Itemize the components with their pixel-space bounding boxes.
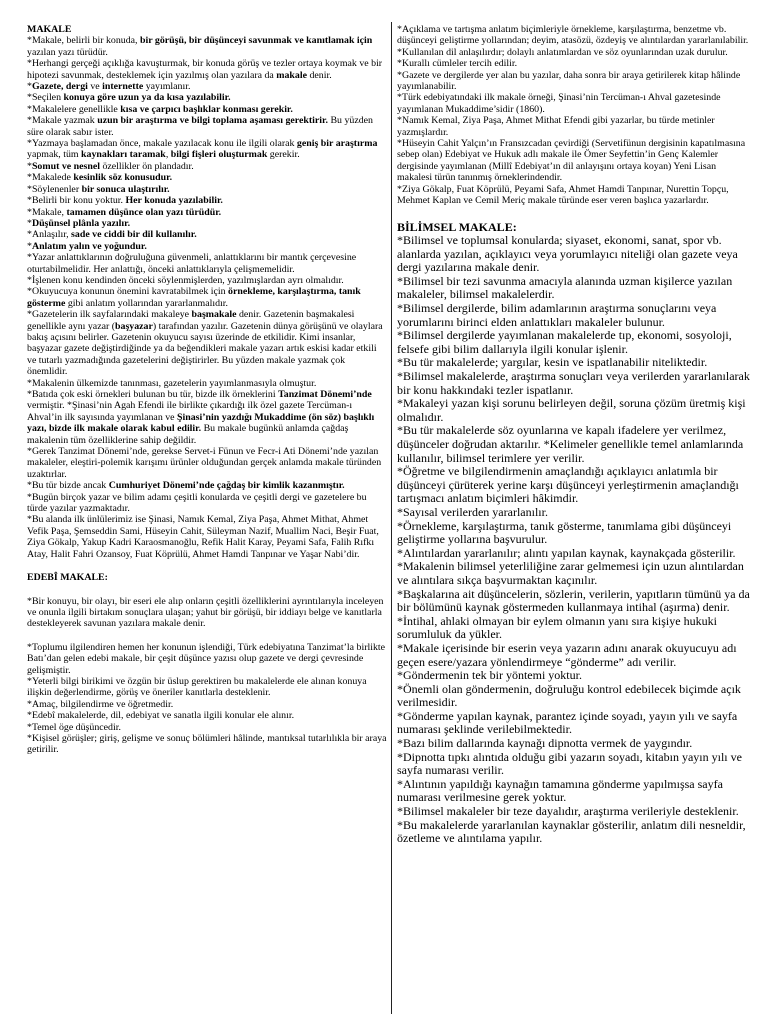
paragraph: *Alıntının yapıldığı kaynağın tamamına gönderme yapılmışsa sayfa numarası verilmesine gerek yoktur. (397, 776, 723, 805)
paragraph: *Makalenin bilimsel yeterliliğine zarar gelmemesi için uzun alıntılardan ve alıntılara sıkça başvurmaktan kaçınılır. (397, 559, 744, 587)
paragraph: *Bugün birçok yazar ve bilim adamı çeşitli konularda ve çeşitli dergi ve gazetelere bu türde yazılar yazmaktadır. (27, 491, 367, 515)
edebi-makale-list (27, 642, 387, 756)
paragraph: *Bilimsel dergilerde yayımlanan makalelerde tıp, ekonomi, sosyoloji, felsefe gibi bilim dallarıyla ilgili konular işlenir. (397, 328, 732, 356)
paragraph: *Yazmaya başlamadan önce, makale yazılacak konu ile ilgili olarak geniş bir araştırma yapmak, tüm kaynakları taramak, bilgi fişleri oluşturmak gerekir. (27, 138, 378, 161)
paragraph: *Önemli olan göndermenin, doğruluğu kontrol edebilecek biçimde açık verilmesidir. (397, 681, 741, 710)
section-title-edebi-makale: EDEBÎ MAKALE: (27, 572, 108, 584)
paragraph: *Anlaşılır, sade ve ciddi bir dil kullanılır. (27, 229, 197, 241)
paragraph: *Bu alanda ilk ünlülerimiz ise Şinasi, Namık Kemal, Ziya Paşa, Ahmet Mithat, Ahmet Vefik Paşa, Şemseddin Sami, Hüseyin Cahit, Süleyman Nazif, Muallim Naci, Beşir Fuat, Ziya Gökalp, Yakup Kadri Karaosmanoğlu, Refik Halit Karay, Peyami Safa, Falih Rıfkı Atay, Halit Fahri Ozansoy, Fuat Köprülü, Ahmet Hamdi Tanpınar ve Yaşar Nabi’dir. (27, 514, 379, 560)
bilimsel-makale-list (397, 234, 751, 846)
paragraph: *Hüseyin Cahit Yalçın’ın Fransızcadan çevirdiği (Servetifünun dergisinin kapatılmasına sebep olan) Edebiyat ve Hukuk adlı makale ile Ömer Seyfettin’in Genç Kalemler dergisinde yayımlanan (Millî Edebiyat’ın dil anlayışını ortaya koyan) Yeni Lisan makalesi türün tanınmış örneklerindendir. (397, 138, 746, 184)
paragraph: *Başkalarına ait düşüncelerin, sözlerin, verilerin, yapıtların tümünü ya da bir bölümünü kaynak göstermeden kullanmaya intihal (aşırma) denir. (397, 586, 750, 615)
paragraph: *Bilimsel makalelerde, araştırma sonuçları veya verilerden yararlanılarak bir konu hakkındaki tezler ispatlanır. (397, 369, 750, 397)
paragraph: *Makale, tamamen düşünce olan yazı türüdür. (27, 206, 222, 218)
paragraph: *Bu tür makalelerde; yargılar, kesin ve ispatlanabilir niteliktedir. (397, 355, 708, 370)
paragraph: *Bu tür bizde ancak Cumhuriyet Dönemi’nde çağdaş bir kimlik kazanmıştır. (27, 480, 345, 492)
paragraph: *Makalede kesinlik söz konusudur. (27, 172, 173, 184)
paragraph: *İntihal, ahlaki olmayan bir eylem olmanın yanı sıra kişiye hukuki sorumluluk da yükler. (397, 613, 717, 642)
right-column (397, 24, 751, 1024)
paragraph: *Toplumu ilgilendiren hemen her konunun işlendiği, Türk edebiyatına Tanzimat’la birlikte Batı’dan gelen edebi makale, bir çeşit düşünce yazısı olup gazete ve dergi çevresinde gelişmiştir. (27, 641, 386, 676)
paragraph: *Türk edebiyatındaki ilk makale örneği, Şinasi’nin Tercüman-ı Ahval gazetesinde yayımlanan Mukaddime’sidir (1860). (397, 92, 721, 115)
paragraph: *Anlatım yalın ve yoğundur. (27, 240, 147, 252)
paragraph: *Yeterli bilgi birikimi ve özgün bir üslup gerektiren bu makalelerde ele alınan konuya ilişkin değerlendirme, görüş ve öneriler kanıtlarla desteklenir. (27, 675, 367, 699)
paragraph: *Örnekleme, karşılaştırma, tanık gösterme, tanımlama gibi düşünceyi geliştirme yollarına başvurulur. (397, 518, 732, 547)
paragraph: *Edebî makalelerde, dil, edebiyat ve sanatla ilgili konular ele alınır. (27, 710, 295, 722)
paragraph: *Temel öge düşüncedir. (27, 721, 121, 733)
paragraph: *Bilimsel ve toplumsal konularda; siyaset, ekonomi, sanat, spor vb. alanlarda yazılan, açıklayıcı veya yorumlayıcı niteliği olan gazete veya dergi yazılarına makale denir. (397, 233, 738, 275)
paragraph: *Bilimsel makaleler bir teze dayalıdır, araştırma verileriyle desteklenir. (397, 804, 739, 819)
paragraph: *Makalelere genellikle kısa ve çarpıcı başlıklar konması gerekir. (27, 103, 293, 115)
paragraph: *Makaleyi yazan kişi sorunu belirleyen değil, soruna çözüm üretmiş kişi olmalıdır. (397, 396, 746, 424)
paragraph: *Sayısal verilerden yararlanılır. (397, 504, 548, 519)
paragraph: *Belirli bir konu yoktur. Her konuda yazılabilir. (27, 195, 223, 207)
paragraph: *Dipnotta tıpkı alıntıda olduğu gibi yazarın soyadı, kitabın yayın yılı ve sayfa numarası verilir. (397, 749, 742, 778)
paragraph: *Kurallı cümleler tercih edilir. (397, 58, 518, 70)
paragraph: *Amaç, bilgilendirme ve öğretmedir. (27, 698, 174, 710)
paragraph: *Somut ve nesnel özellikler ön plandadır. (27, 160, 194, 172)
makale-intro-list (27, 35, 387, 560)
paragraph: *Bu tür makalelerde söz oyunlarına ve kapalı ifadelere yer verilmez, düşünceler doğrudan aktarılır. *Kelimeler genellikle temel anlamlarında kullanılır, bilimsel terimlere yer verilir. (397, 423, 744, 465)
paragraph: *Göndermenin tek bir yöntemi yoktur. (397, 668, 582, 683)
left-column (27, 24, 387, 1024)
paragraph: *Bilimsel dergilerde, bilim adamlarının araştırma sonuçlarını veya yorumlarını birinci elden anlattıkları makaleler bulunur. (397, 301, 717, 329)
paragraph: *Makale içerisinde bir eserin veya yazarın adını anarak okuyucuyu adı geçen esere/yazara yönlendirmeye “gönderme” adı verilir. (397, 640, 737, 669)
edebi-makale-definition: *Bir konuyu, bir olayı, bir eseri ele alıp onların çeşitli özelliklerini ayrıntılarıyla inceleyen ve onunla ilgili birtakım sonuçlara ulaşan; yahut bir görüşü, bir iddiayı belge ve kanıtlarla destekleyerek savunan yazılara makale denir. (27, 595, 384, 630)
paragraph: *Bu makalelerde yararlanılan kaynaklar gösterilir, anlatım dili nesneldir, özetleme ve alıntılama yapılır. (397, 817, 746, 846)
paragraph: *Herhangi gerçeği açıklığa kavuşturmak, bir konuda görüş ve tezler ortaya koymak ve bir hipotezi savunmak, desteklemek için yazılmış olan yazılara da makale denir. (27, 58, 383, 81)
paragraph: *Alıntılardan yararlanılır; alıntı yapılan kaynak, kaynakçada gösterilir. (397, 545, 736, 560)
paragraph: *Bilimsel bir tezi savunma amacıyla alanında uzman kişilerce yazılan makaleler, bilimsel makalelerdir. (397, 273, 733, 302)
paragraph: *İşlenen konu kendinden önceki söylenmişlerden, yazılmışlardan ayrı olmalıdır. (27, 274, 344, 286)
paragraph: *Kişisel görüşler; giriş, gelişme ve sonuç bölümleri hâlinde, mantıksal tutarlılıkla bir araya getirilir. (27, 732, 387, 756)
paragraph: *Seçilen konuya göre uzun ya da kısa yazılabilir. (27, 92, 231, 104)
paragraph: *Söylenenler bir sonuca ulaştırılır. (27, 183, 170, 195)
section-title-makale: MAKALE (27, 24, 72, 35)
paragraph: *Gazetelerin ilk sayfalarındaki makaleye başmakale denir. Gazetenin başmakalesi genellikle aynı yazar (başyazar) tarafından yazılır. Gazetenin dünya görüşünü ve olaylara bakış açısını belirler. Gazetenin okuyucu sayısı üzerinde de etkilidir. Kimi insanlar, başyazar gazete değiştirdiğinde ya da beğendikleri makale yazarı artık eskisi kadar etkili ve tutarlı yazmadığında gazetelerini değiştirirler. Bu yüzden makale yazmak çok önemlidir. (27, 309, 383, 378)
paragraph: *Öğretme ve bilgilendirmenin amaçlandığı açıklayıcı anlatımla bir düşünceyi çürüterek yerine karşı düşünceyi yerleştirmenin amaçlandığı tartışmacı anlatım biçimleri hâkimdir. (397, 464, 739, 506)
paragraph: *Bazı bilim dallarında kaynağı dipnotta vermek de yaygındır. (397, 736, 693, 751)
paragraph: *Ziya Gökalp, Fuat Köprülü, Peyami Safa, Ahmet Hamdi Tanpınar, Nurettin Topçu, Mehmet Kaplan ve Cemil Meriç makale türünde eser veren başlıca yazarlardır. (397, 183, 729, 207)
paragraph: *Makalenin ülkemizde tanınması, gazetelerin yayımlanmasıyla olmuştur. (27, 377, 317, 389)
paragraph: *Gerek Tanzimat Dönemi’nde, gerekse Servet-i Fünun ve Fecr-i Ati Dönemi’nde yazılan makaleler, eleştiri-polemik karışımı ürünler olduğundan gerçek anlamda makale türünden uzaktırlar. (27, 446, 382, 480)
paragraph: *Yazar anlattıklarının doğruluğuna güvenmeli, anlattıklarını bir mantık çerçevesine oturtabilmelidir. Her anlattığı, önceki anlattıklarıyla çelişmemelidir. (27, 252, 357, 275)
paragraph: *Namık Kemal, Ziya Paşa, Ahmet Mithat Efendi gibi yazarlar, bu türde metinler yazmışlardır. (397, 115, 715, 138)
paragraph: *Gönderme yapılan kaynak, parantez içinde soyadı, yayın yılı ve sayfa numarası şeklinde verilebilmektedir. (397, 708, 738, 737)
section-title-bilimsel-makale: BİLİMSEL MAKALE: (397, 219, 517, 234)
paragraph: *Gazete, dergi ve internette yayımlanır. (27, 81, 191, 93)
paragraph: *Gazete ve dergilerde yer alan bu yazılar, daha sonra bir araya getirilerek kitap hâlinde yayımlanabilir. (397, 69, 741, 93)
paragraph: *Batıda çok eski örnekleri bulunan bu tür, bizde ilk örneklerini Tanzimat Dönemi’nde vermiştir. *Şinasi’nin Agah Efendi ile birlikte çıkardığı ilk özel gazete Tercüman-ı Ahval’in ilk sayısında yayımlanan ve Şinasi’nin yazdığı Mukaddime (ön söz) başlıklı yazı, bizde ilk makale olarak kabul edilir. Bu makale bugünkü anlamda çağdaş makalenin tüm özelliklerine sahip değildir. (27, 389, 375, 446)
column-divider (391, 22, 392, 1014)
paragraph: *Makale yazmak uzun bir araştırma ve bilgi toplama aşaması gerektirir. Bu yüzden süre olarak sabır ister. (27, 115, 373, 138)
paragraph: *Kullanılan dil anlaşılırdır; dolaylı anlatımlardan ve söz oyunlarından uzak durulur. (397, 46, 728, 58)
paragraph: *Düşünsel plânla yazılır. (27, 217, 131, 229)
paragraph: *Makale, belirli bir konuda, bir görüşü, bir düşünceyi savunmak ve kanıtlamak için yazılan yazı türüdür. (27, 35, 373, 58)
paragraph: *Açıklama ve tartışma anlatım biçimleriyle örnekleme, karşılaştırma, benzetme vb. düşünceyi geliştirme yollarından; deyim, atasözü, özdeyiş ve alıntılardan yararlanılabilir. (397, 24, 749, 47)
paragraph: *Okuyucuya konunun önemini kavratabilmek için örnekleme, karşılaştırma, tanık gösterme gibi anlatım yollarından yararlanmalıdır. (27, 286, 361, 309)
edebi-makale-continued-list (397, 24, 751, 207)
